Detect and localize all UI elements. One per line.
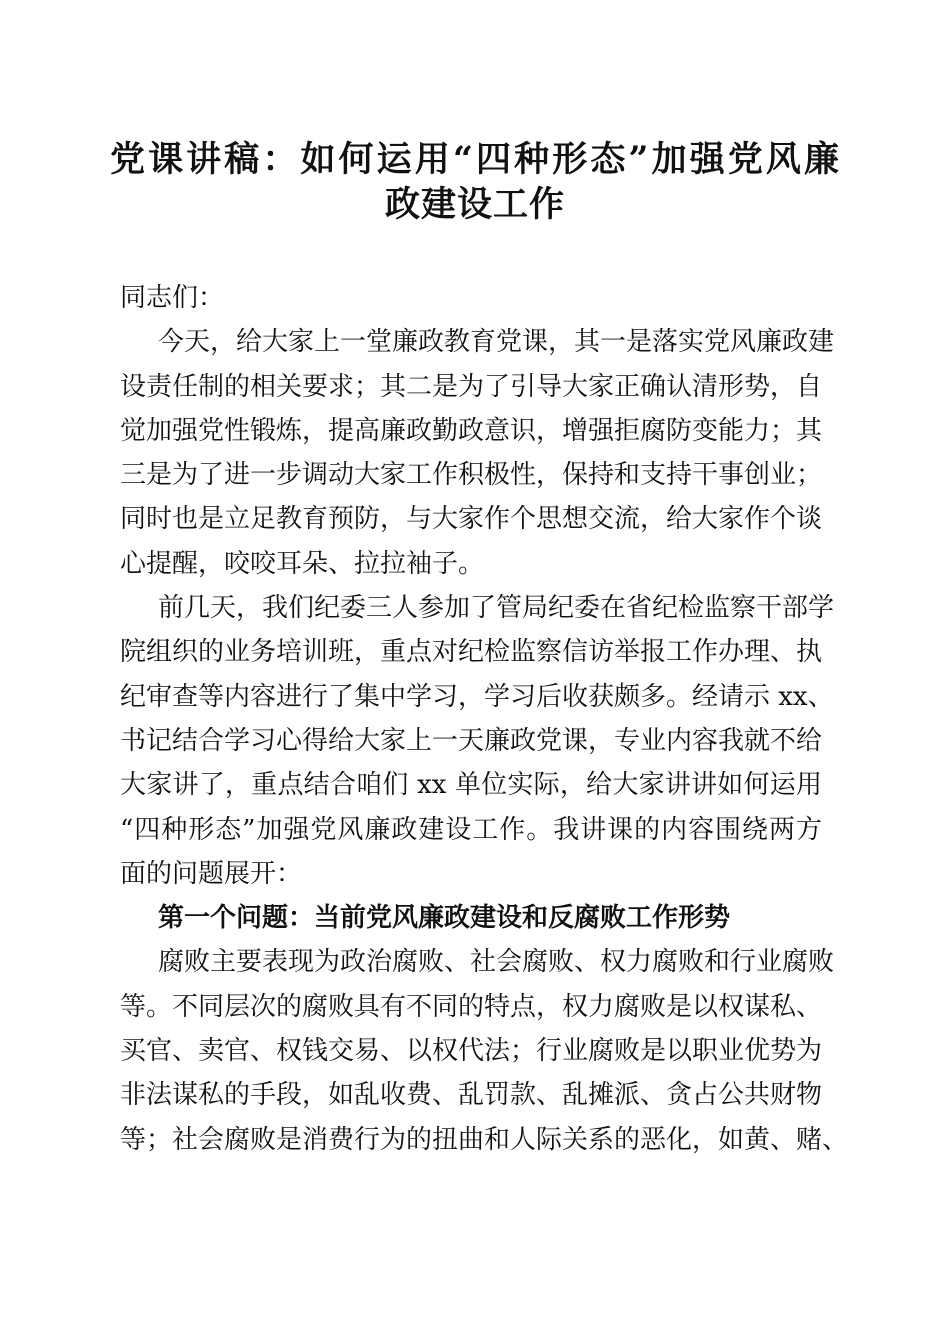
text-line: 三是为了进一步调动大家工作积极性，保持和支持干事创业； [120, 460, 823, 491]
title-line: 党课讲稿：如何运用“四种形态”加强党风廉 [110, 139, 840, 180]
text-line: 买官、卖官、权钱交易、以权代法；行业腐败是以职业优势为 [120, 1036, 823, 1067]
paragraph [120, 586, 835, 896]
text-line: “四种形态”加强党风廉政建设工作。我讲课的内容围绕两方 [120, 814, 822, 845]
text-line: 纪审查等内容进行了集中学习，学习后收获颇多。经请示 xx、 [120, 681, 834, 712]
text-line: 书记结合学习心得给大家上一天廉政党课，专业内容我就不给 [120, 725, 823, 756]
paragraph [120, 940, 849, 1161]
text-line: 设责任制的相关要求；其二是为了引导大家正确认清形势，自 [120, 371, 823, 402]
heading-line: 第一个问题：当前党风廉政建设和反腐败工作形势 [158, 903, 731, 934]
salutation: 同志们： [120, 283, 225, 313]
text-line: 等。不同层次的腐败具有不同的特点，权力腐败是以权谋私、 [120, 991, 823, 1022]
text-line: 大家讲了，重点结合咱们 xx 单位实际，给大家讲讲如何运用 [120, 770, 822, 801]
text-line: 今天，给大家上一堂廉政教育党课，其一是落实党风廉政建 [158, 327, 835, 358]
text-line: 前几天，我们纪委三人参加了管局纪委在省纪检监察干部学 [158, 593, 835, 624]
paragraph [120, 320, 835, 586]
text-line: 院组织的业务培训班，重点对纪检监察信访举报工作办理、执 [120, 637, 823, 668]
text-line: 等；社会腐败是消费行为的扭曲和人际关系的恶化，如黄、赌、 [120, 1124, 849, 1155]
text-line: 非法谋私的手段，如乱收费、乱罚款、乱摊派、贪占公共财物 [120, 1080, 823, 1111]
text-line: 觉加强党性锻炼，提高廉政勤政意识，增强拒腐防变能力；其 [120, 415, 823, 446]
text-line: 同时也是立足教育预防，与大家作个思想交流，给大家作个谈 [120, 504, 823, 535]
title-line: 政建设工作 [384, 184, 565, 225]
text-line: 腐败主要表现为政治腐败、社会腐败、权力腐败和行业腐败 [158, 947, 835, 978]
document-body [120, 276, 849, 1162]
text-line: 面的问题展开： [120, 858, 303, 889]
text-line: 心提醒，咬咬耳朵、拉拉袖子。 [120, 548, 485, 579]
section-heading [120, 896, 822, 940]
